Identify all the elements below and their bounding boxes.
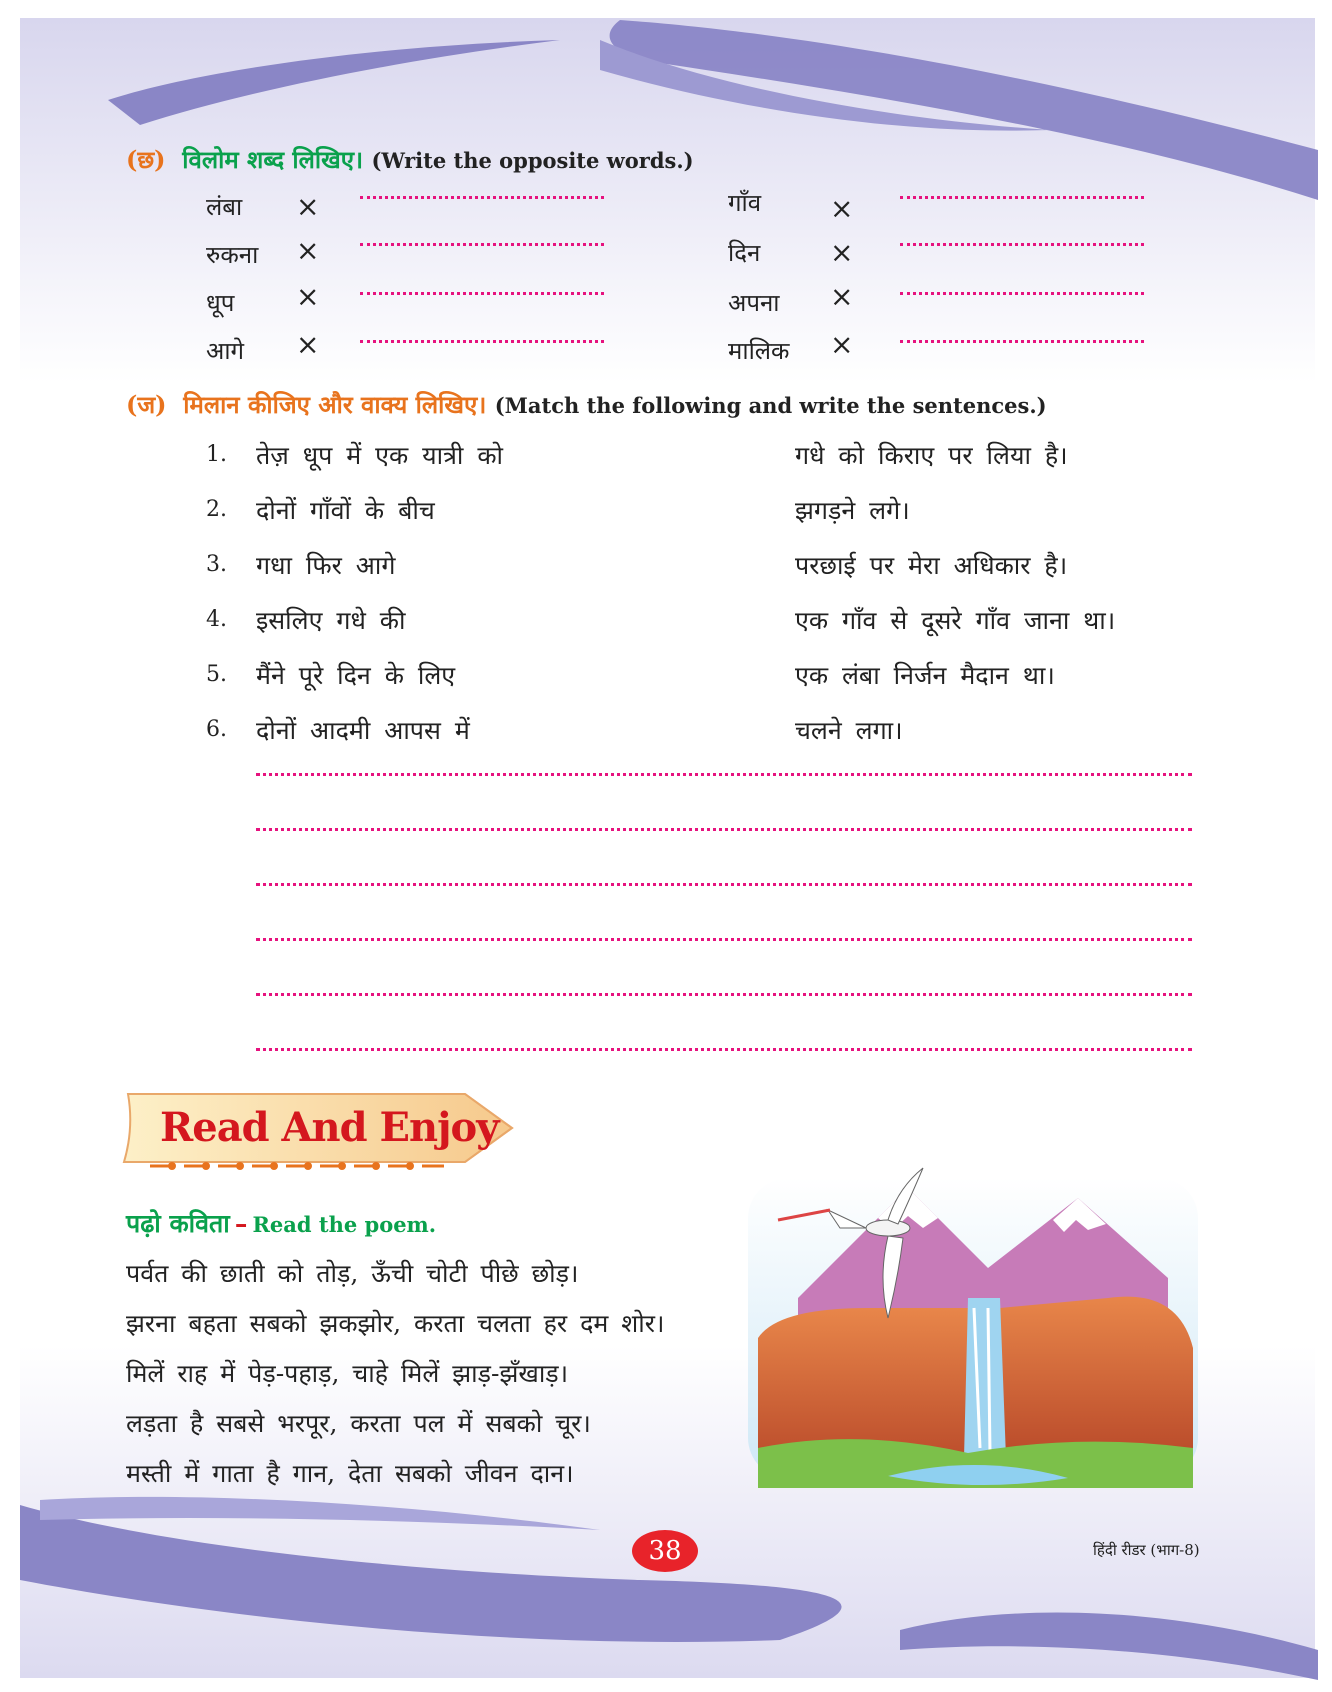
sentence-writing-line[interactable] <box>256 1048 1192 1051</box>
match-number: 1. <box>206 442 227 467</box>
match-right: एक लंबा निर्जन मैदान था। <box>795 661 1055 690</box>
answer-blank[interactable] <box>900 243 1144 246</box>
opposite-word-left: रुकना <box>206 241 259 269</box>
sentence-writing-line[interactable] <box>256 773 1192 776</box>
section-chh-heading <box>126 143 694 176</box>
sentence-writing-line[interactable] <box>256 828 1192 831</box>
answer-blank[interactable] <box>360 340 604 343</box>
poem-line: मिलें राह में पेड़-पहाड़, चाहे मिलें झाड़-झँखाड़। <box>126 1359 569 1388</box>
poem-heading-dash: – <box>234 1209 248 1238</box>
answer-blank[interactable] <box>900 292 1144 295</box>
page-number-badge: 38 <box>632 1530 698 1572</box>
opposite-word-left: लंबा <box>206 193 243 221</box>
section-j-heading <box>126 388 1047 421</box>
opposite-word-right: गाँव <box>728 189 762 217</box>
opposite-word-right: अपना <box>728 289 780 317</box>
cross-symbol: × <box>296 190 320 223</box>
section-chh-title-hindi: विलोम शब्द लिखिए। <box>182 145 364 174</box>
answer-blank[interactable] <box>900 196 1144 199</box>
match-right: गधे को किराए पर लिया है। <box>795 441 1068 470</box>
match-number: 5. <box>206 662 227 687</box>
answer-blank[interactable] <box>360 243 604 246</box>
poem-line: झरना बहता सबको झकझोर, करता चलता हर दम शोर। <box>126 1309 665 1338</box>
cross-symbol: × <box>830 236 854 269</box>
match-number: 3. <box>206 552 227 577</box>
match-number: 6. <box>206 717 227 742</box>
cross-symbol: × <box>830 280 854 313</box>
match-left: तेज़ धूप में एक यात्री को <box>256 441 504 470</box>
match-right: चलने लगा। <box>795 716 903 745</box>
answer-blank[interactable] <box>360 196 604 199</box>
match-right: परछाई पर मेरा अधिकार है। <box>795 551 1068 580</box>
cross-symbol: × <box>296 234 320 267</box>
opposite-word-left: धूप <box>206 289 235 317</box>
section-j-title-english: (Match the following and write the sentences.) <box>494 393 1047 418</box>
poem-line: लड़ता है सबसे भरपूर, करता पल में सबको चूर। <box>126 1409 591 1438</box>
answer-blank[interactable] <box>360 292 604 295</box>
match-number: 4. <box>206 607 227 632</box>
cross-symbol: × <box>296 280 320 313</box>
book-title-footer: हिंदी रीडर (भाग-8) <box>1093 1541 1200 1559</box>
poem-heading-english: Read the poem. <box>252 1212 437 1237</box>
sentence-writing-line[interactable] <box>256 883 1192 886</box>
match-left: इसलिए गधे की <box>256 606 406 635</box>
waterfall-illustration <box>738 1158 1208 1504</box>
poem-line: मस्ती में गाता है गान, देता सबको जीवन दान। <box>126 1459 574 1488</box>
match-left: दोनों आदमी आपस में <box>256 716 470 745</box>
match-left: मैंने पूरे दिन के लिए <box>256 661 456 690</box>
poem-line: पर्वत की छाती को तोड़, ऊँची चोटी पीछे छोड़। <box>126 1259 579 1288</box>
poem-heading-hindi: पढ़ो कविता <box>126 1209 230 1238</box>
match-right: झगड़ने लगे। <box>795 496 910 525</box>
read-and-enjoy-title: Read And Enjoy <box>160 1104 499 1151</box>
section-chh-marker: (छ) <box>126 145 166 174</box>
section-j-title-hindi: मिलान कीजिए और वाक्य लिखिए। <box>183 390 487 419</box>
opposite-word-right: दिन <box>728 239 761 267</box>
section-chh-title-english: (Write the opposite words.) <box>371 148 694 173</box>
cross-symbol: × <box>830 328 854 361</box>
match-left: दोनों गाँवों के बीच <box>256 496 435 525</box>
poem-heading <box>126 1206 436 1240</box>
cross-symbol: × <box>830 192 854 225</box>
opposite-word-left: आगे <box>206 337 245 365</box>
sentence-writing-line[interactable] <box>256 993 1192 996</box>
cross-symbol: × <box>296 328 320 361</box>
opposite-word-right: मालिक <box>728 337 790 365</box>
section-j-marker: (ज) <box>126 390 167 419</box>
sentence-writing-line[interactable] <box>256 938 1192 941</box>
match-left: गधा फिर आगे <box>256 551 396 580</box>
match-number: 2. <box>206 497 227 522</box>
answer-blank[interactable] <box>900 340 1144 343</box>
match-right: एक गाँव से दूसरे गाँव जाना था। <box>795 606 1116 635</box>
